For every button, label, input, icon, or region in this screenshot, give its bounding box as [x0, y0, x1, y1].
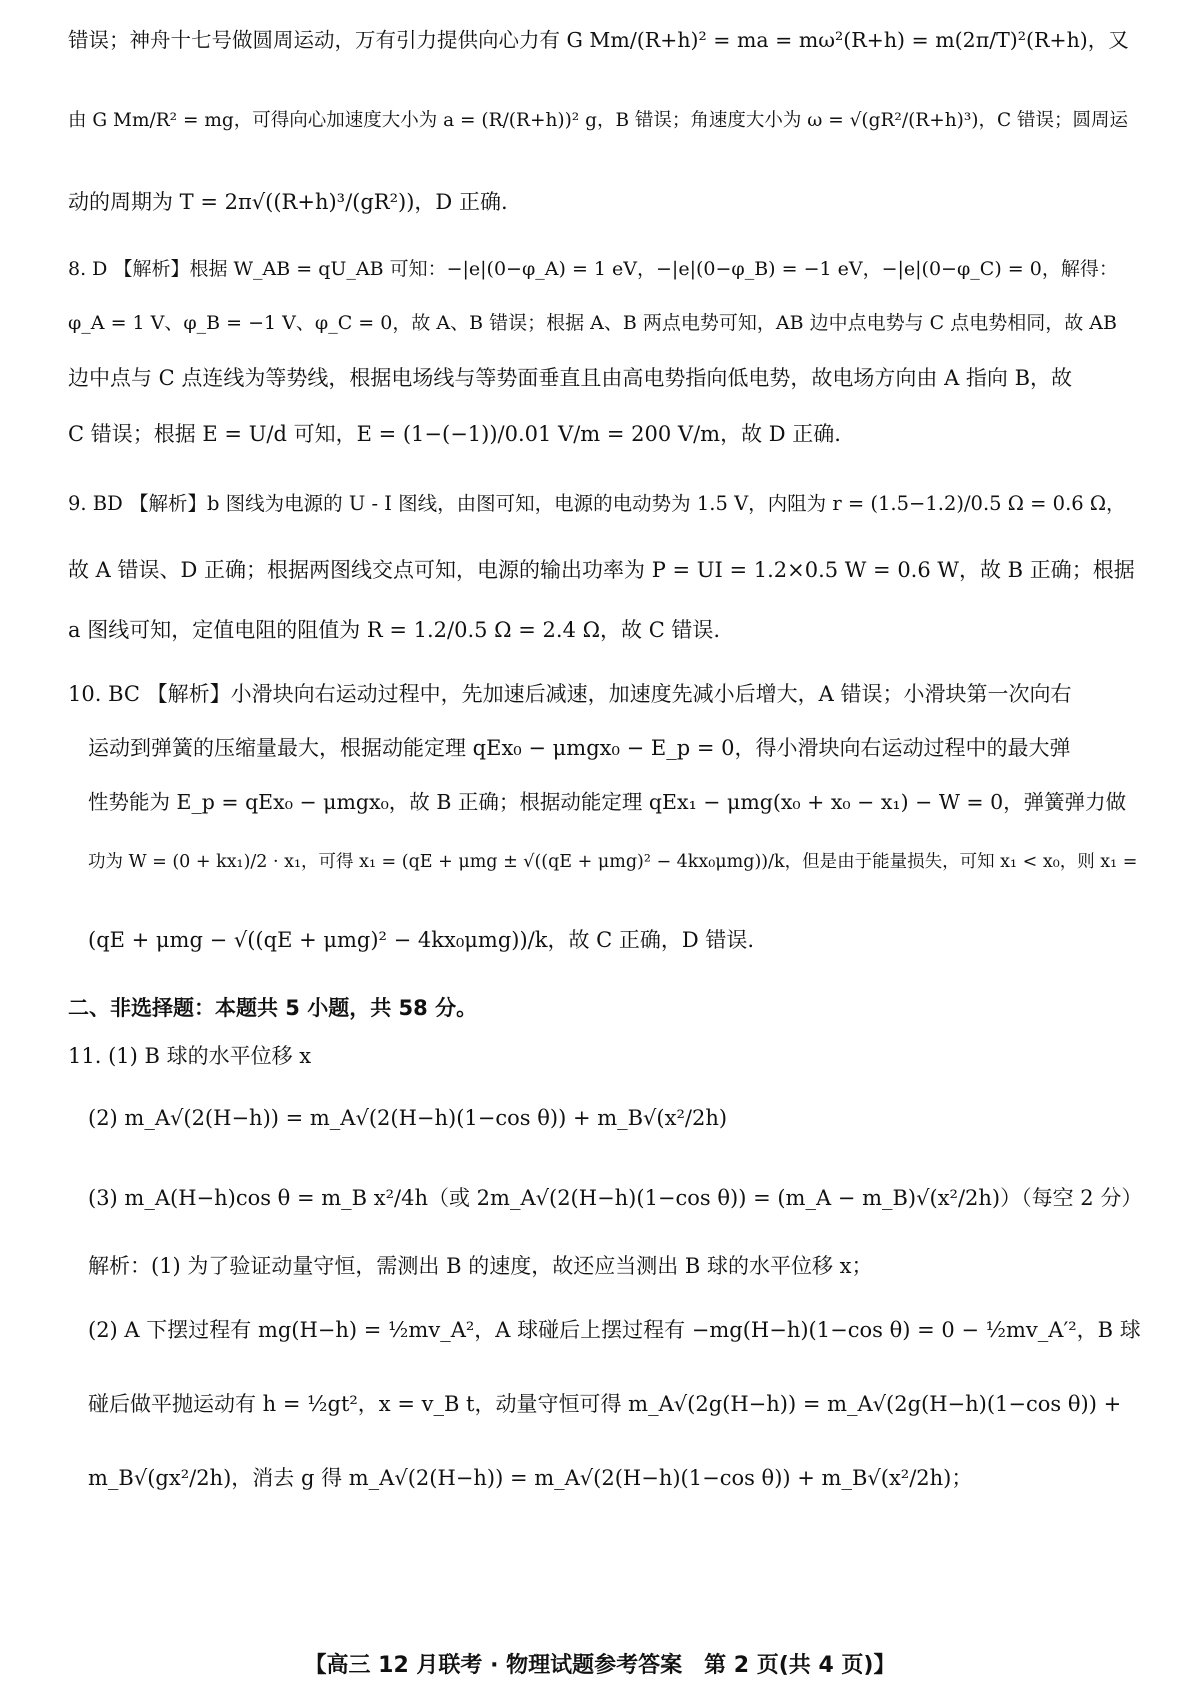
text-line-13: 性势能为 E_p = qEx₀ − μmgx₀，故 B 正确；根据动能定理 qEx₁ − μmg(x₀ + x₀ − x₁) − W = 0，弹簧弹力做 [88, 790, 1127, 814]
text-line-23: m_B√(gx²/2h)，消去 g 得 m_A√(2(H−h)) = m_A√(2(H−h)(1−cos θ)) + m_B√(x²/2h)； [88, 1466, 973, 1490]
text-line-5: φ_A = 1 V、φ_B = −1 V、φ_C = 0，故 A、B 错误；根据 A、B 两点电势可知，AB 边中点电势与 C 点电势相同，故 AB [68, 312, 1117, 334]
text-line-14: 功为 W = (0 + kx₁)/2 · x₁，可得 x₁ = (qE + μmg ± √((qE + μmg)² − 4kx₀μmg))/k，但是由于能量损失，可知 x₁ < x₀，则 x₁ = [88, 852, 1138, 872]
text-line-10: a 图线可知，定值电阻的阻值为 R = 1.2/0.5 Ω = 2.4 Ω，故 C 错误. [68, 618, 721, 642]
text-line-12: 运动到弹簧的压缩量最大，根据动能定理 qEx₀ − μmgx₀ − E_p = 0，得小滑块向右运动过程中的最大弹 [88, 736, 1071, 760]
text-line-17: 11. (1) B 球的水平位移 x [68, 1044, 312, 1068]
text-line-18: (2) m_A√(2(H−h)) = m_A√(2(H−h)(1−cos θ)) + m_B√(x²/2h) [88, 1106, 728, 1130]
text-line-1: 错误；神舟十七号做圆周运动，万有引力提供向心力有 G Mm/(R+h)² = ma = mω²(R+h) = m(2π/T)²(R+h)，又 [68, 28, 1129, 52]
text-line-8: 9. BD 【解析】b 图线为电源的 U - I 图线，由图可知，电源的电动势为 1.5 V，内阻为 r = (1.5−1.2)/0.5 Ω = 0.6 Ω， [68, 492, 1126, 515]
text-line-15: (qE + μmg − √((qE + μmg)² − 4kx₀μmg))/k，故 C 正确，D 错误. [88, 928, 755, 952]
text-line-21: (2) A 下摆过程有 mg(H−h) = ½mv_A²，A 球碰后上摆过程有 −mg(H−h)(1−cos θ) = 0 − ½mv_A′²，B 球 [88, 1318, 1141, 1342]
text-line-2: 由 G Mm/R² = mg，可得向心加速度大小为 a = (R/(R+h))² g，B 错误；角速度大小为 ω = √(gR²/(R+h)³)，C 错误；圆周运 [68, 110, 1129, 131]
text-line-6: 边中点与 C 点连线为等势线，根据电场线与等势面垂直且由高电势指向低电势，故电场方向由 A 指向 B，故 [68, 366, 1073, 390]
page-footer: 【高三 12 月联考 · 物理试题参考答案 第 2 页(共 4 页)】 [304, 1653, 896, 1678]
text-line-22: 碰后做平抛运动有 h = ½gt²，x = v_B t，动量守恒可得 m_A√(2g(H−h)) = m_A√(2g(H−h)(1−cos θ)) + [88, 1392, 1122, 1416]
text-line-3: 动的周期为 T = 2π√((R+h)³/(gR²))，D 正确. [68, 190, 508, 214]
text-line-20: 解析：(1) 为了验证动量守恒，需测出 B 的速度，故还应当测出 B 球的水平位移 x； [88, 1254, 873, 1278]
text-line-16: 二、非选择题：本题共 5 小题，共 58 分。 [68, 996, 478, 1020]
text-line-19: (3) m_A(H−h)cos θ = m_B x²/4h（或 2m_A√(2(H−h)(1−cos θ)) = (m_A − m_B)√(x²/2h)）（每空 2 分） [88, 1186, 1142, 1210]
text-line-9: 故 A 错误、D 正确；根据两图线交点可知，电源的输出功率为 P = UI = 1.2×0.5 W = 0.6 W，故 B 正确；根据 [68, 558, 1135, 582]
text-line-7: C 错误；根据 E = U/d 可知，E = (1−(−1))/0.01 V/m = 200 V/m，故 D 正确. [68, 422, 841, 446]
text-line-11: 10. BC 【解析】小滑块向右运动过程中，先加速后减速，加速度先减小后增大，A 错误；小滑块第一次向右 [68, 682, 1072, 706]
text-line-4: 8. D 【解析】根据 W_AB = qU_AB 可知：−|e|(0−φ_A) = 1 eV，−|e|(0−φ_B) = −1 eV，−|e|(0−φ_C) = 0，解得： [68, 258, 1118, 280]
